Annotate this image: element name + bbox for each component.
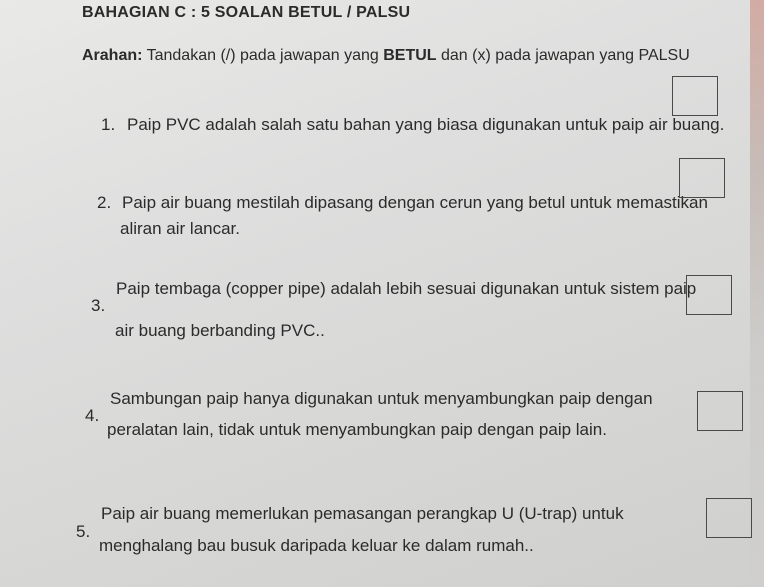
question-1-line-1: Paip PVC adalah salah satu bahan yang biasa digunakan untuk paip air buang.	[127, 115, 725, 134]
page-edge-shadow	[750, 0, 764, 587]
question-2-line-1: Paip air buang mestilah dipasang dengan cerun yang betul untuk memastikan	[122, 193, 708, 212]
question-5-answer-box[interactable]	[706, 498, 752, 538]
question-2-line-2: aliran air lancar.	[120, 219, 241, 238]
question-1-answer-box[interactable]	[672, 76, 718, 116]
question-2-answer-box[interactable]	[679, 158, 725, 198]
question-4-number: 4.	[85, 406, 100, 425]
question-3-answer-box[interactable]	[686, 275, 732, 315]
question-4-line-1: Sambungan paip hanya digunakan untuk menyambungkan paip dengan	[110, 389, 653, 408]
section-title: BAHAGIAN C : 5 SOALAN BETUL / PALSU	[82, 4, 411, 21]
question-1-number: 1.	[101, 115, 116, 134]
instructions-label: Arahan:	[82, 47, 143, 64]
question-5-line-1: Paip air buang memerlukan pemasangan perangkap U (U-trap) untuk	[101, 504, 624, 523]
instructions	[82, 47, 690, 65]
instructions-text-after: dan (x) pada jawapan yang PALSU	[436, 47, 690, 64]
question-4-line-2: peralatan lain, tidak untuk menyambungkan paip dengan paip lain.	[107, 420, 607, 439]
question-5-number: 5.	[76, 522, 91, 541]
question-5-line-2: menghalang bau busuk daripada keluar ke dalam rumah..	[99, 536, 534, 555]
question-4-answer-box[interactable]	[697, 391, 743, 431]
instructions-text-before: Tandakan (/) pada jawapan yang	[142, 47, 384, 64]
question-3-number: 3.	[91, 296, 106, 315]
question-3-line-1: Paip tembaga (copper pipe) adalah lebih sesuai digunakan untuk sistem paip	[116, 279, 697, 298]
instructions-bold-word: BETUL	[383, 47, 437, 64]
question-3-line-2: air buang berbanding PVC..	[115, 321, 325, 340]
question-2-number: 2.	[97, 193, 112, 212]
